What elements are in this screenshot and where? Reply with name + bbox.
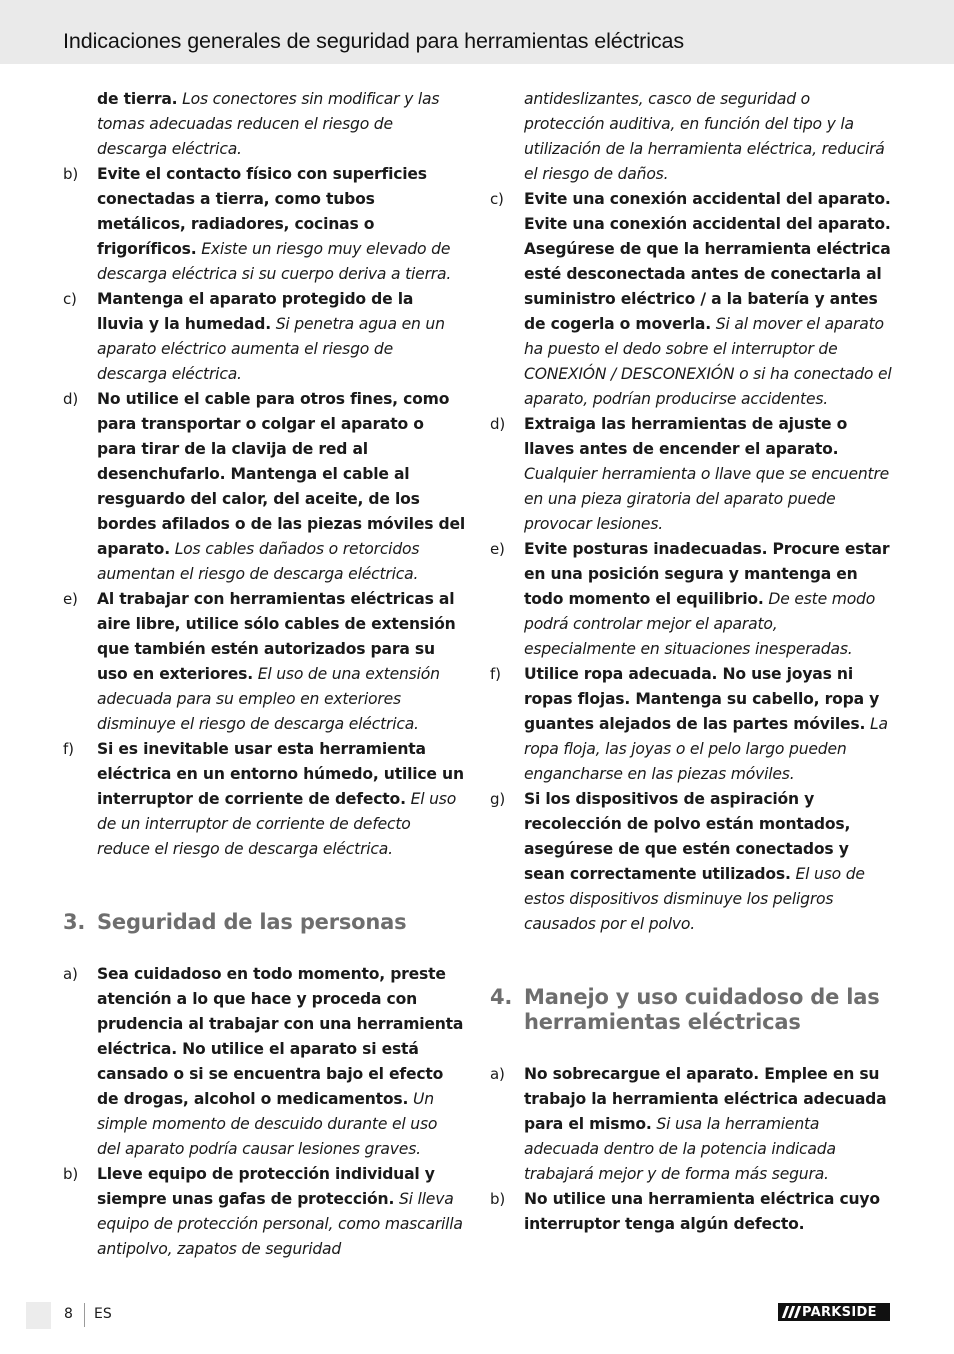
item-italic-text: Si lleva equipo de protección personal, como mascarilla antipolvo, zapatos de seguridad <box>97 1190 463 1258</box>
item-italic-text: Existe un riesgo muy elevado de descarga eléctrica si su cuerpo deriva a tierra. <box>97 240 452 283</box>
list-item-b <box>490 1187 892 1237</box>
page-title: Indicaciones generales de seguridad para herramientas eléctricas <box>63 29 685 53</box>
item-bold-text: Si es inevitable usar esta herramienta eléctrica en un entorno húmedo, utilice un interruptor de corriente de defecto. <box>97 740 464 808</box>
logo-stripes-icon <box>778 1303 802 1321</box>
right-column <box>490 87 892 1237</box>
item-bold-text: Evite una conexión accidental del aparato. Evite una conexión accidental del aparato. Asegúrese de que la herramienta eléctrica esté desconectada antes de conectarla al suministro eléctrico / a la batería y antes de cogerla o moverla. <box>524 190 891 333</box>
item-bold-text: No sobrecargue el aparato. Emplee en su trabajo la herramienta eléctrica adecuada para el mismo. <box>524 1065 887 1133</box>
section-heading-4 <box>490 985 892 1035</box>
item-bold-text: No utilice una herramienta eléctrica cuyo interruptor tenga algún defecto. <box>524 1190 880 1233</box>
section-heading-3 <box>63 910 465 935</box>
item-bold-text: Mantenga el aparato protegido de la lluvia y la humedad. <box>97 290 414 333</box>
item-italic-text: Si al mover el aparato ha puesto el dedo sobre el interruptor de CONEXIÓN / DESCONEXIÓN o si ha conectado el aparato, podrían producirse accidentes. <box>524 315 892 408</box>
section-number: 4. <box>490 985 513 1009</box>
list-item-f <box>63 737 465 862</box>
item-bold-text: Al trabajar con herramientas eléctricas al aire libre, utilice sólo cables de extensión que también estén autorizados para su uso en exteriores. <box>97 590 456 683</box>
list-item-continued <box>490 87 892 187</box>
list-item-c <box>490 187 892 412</box>
list-item-g <box>490 787 892 937</box>
item-italic-text: Cualquier herramienta o llave que se encuentre en una pieza giratoria del aparato puede provocar lesiones. <box>524 465 890 533</box>
section-number: 3. <box>63 910 86 934</box>
item-italic-text: El uso de estos dispositivos disminuye los peligros causados por el polvo. <box>524 865 865 933</box>
item-italic-text: Los conectores sin modificar y las tomas adecuadas reducen el riesgo de descarga eléctrica. <box>97 90 440 158</box>
item-label: d) <box>490 415 505 433</box>
item-bold-text: No utilice el cable para otros fines, como para transportar o colgar el aparato o para tirar de la clavija de red al desenchufarlo. Mantenga el cable al resguardo del calor, del aceite, de los bordes afilados o de las piezas móviles del aparato. <box>97 390 465 558</box>
item-label: d) <box>63 390 78 408</box>
section-title: Seguridad de las personas <box>97 910 407 934</box>
item-italic-text: Si penetra agua en un aparato eléctrico aumenta el riesgo de descarga eléctrica. <box>97 315 445 383</box>
item-italic-text: El uso de un interruptor de corriente de defecto reduce el riesgo de descarga eléctrica. <box>97 790 457 858</box>
list-item-a <box>490 1062 892 1187</box>
list-item-a <box>63 962 465 1162</box>
brand-name: PARKSIDE <box>802 1304 877 1320</box>
left-column <box>63 87 465 1262</box>
item-italic-text: Un simple momento de descuido durante el uso del aparato podría causar lesiones graves. <box>97 1090 438 1158</box>
list-item-d <box>63 387 465 587</box>
list-item-e <box>490 537 892 662</box>
list-item-d <box>490 412 892 537</box>
item-label: f) <box>490 665 501 683</box>
item-bold-text: Extraiga las herramientas de ajuste o llaves antes de encender el aparato. <box>524 415 848 458</box>
page-number: 8 <box>64 1306 73 1322</box>
item-label: e) <box>490 540 505 558</box>
item-bold-text: Evite posturas inadecuadas. Procure estar en una posición segura y mantenga en todo momento el equilibrio. <box>524 540 890 608</box>
item-label: a) <box>490 1065 505 1083</box>
item-italic-text: antideslizantes, casco de seguridad o protección auditiva, en función del tipo y la utilización de la herramienta eléctrica, reducirá el riesgo de daños. <box>524 90 885 183</box>
item-bold-text: Evite el contacto físico con superficies conectadas a tierra, como tubos metálicos, radiadores, cocinas o frigoríficos. <box>97 165 427 258</box>
item-label: f) <box>63 740 74 758</box>
item-bold-text: Si los dispositivos de aspiración y recolección de polvo están montados, asegúrese de que estén conectados y sean correctamente utilizados. <box>524 790 851 883</box>
item-bold-text: de tierra. <box>97 90 178 108</box>
item-italic-text: Los cables dañados o retorcidos aumentan el riesgo de descarga eléctrica. <box>97 540 420 583</box>
language-code: ES <box>94 1306 112 1322</box>
list-item-b <box>63 162 465 287</box>
parkside-logo <box>778 1303 890 1321</box>
item-label: b) <box>63 165 78 183</box>
item-label: a) <box>63 965 78 983</box>
list-item-e <box>63 587 465 737</box>
list-item-b <box>63 1162 465 1262</box>
list-item-c <box>63 287 465 387</box>
footer-divider <box>84 1303 85 1327</box>
section-title: Manejo y uso cuidadoso de las herramientas eléctricas <box>524 985 880 1034</box>
item-label: c) <box>63 290 77 308</box>
list-item-continued <box>63 87 465 162</box>
list-item-f <box>490 662 892 787</box>
item-label: c) <box>490 190 504 208</box>
item-bold-text: Lleve equipo de protección individual y siempre unas gafas de protección. <box>97 1165 435 1208</box>
item-label: b) <box>63 1165 78 1183</box>
item-bold-text: Sea cuidadoso en todo momento, preste atención a lo que hace y proceda con prudencia al trabajar con una herramienta eléctrica. No utilice el aparato si está cansado o si se encuentra bajo el efecto de drogas, alcohol o medicamentos. <box>97 965 464 1108</box>
item-italic-text: De este modo podrá controlar mejor el aparato, especialmente en situaciones inesperadas. <box>524 590 876 658</box>
item-label: b) <box>490 1190 505 1208</box>
item-label: g) <box>490 790 505 808</box>
item-italic-text: La ropa floja, las joyas o el pelo largo pueden engancharse en las piezas móviles. <box>524 715 888 783</box>
footer-tab <box>26 1302 51 1329</box>
item-italic-text: Si usa la herramienta adecuada dentro de la potencia indicada trabajará mejor y de forma más segura. <box>524 1115 836 1183</box>
item-bold-text: Utilice ropa adecuada. No use joyas ni ropas flojas. Mantenga su cabello, ropa y guantes alejados de las partes móviles. <box>524 665 880 733</box>
item-italic-text: El uso de una extensión adecuada para su empleo en exteriores disminuye el riesgo de descarga eléctrica. <box>97 665 440 733</box>
item-label: e) <box>63 590 78 608</box>
